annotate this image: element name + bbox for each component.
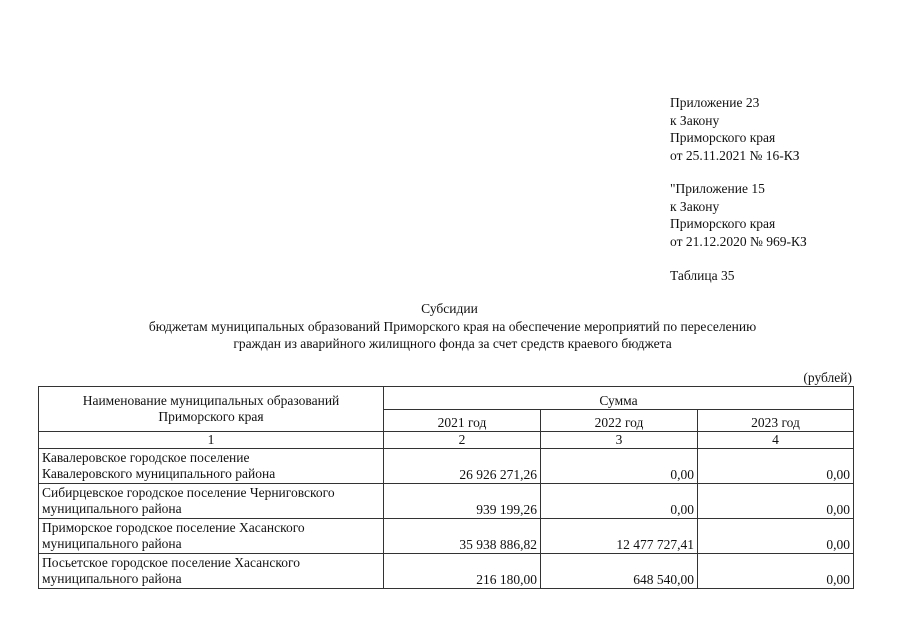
table-row bbox=[39, 554, 854, 589]
column-number: 3 bbox=[541, 432, 698, 449]
table-row bbox=[39, 484, 854, 519]
municipality-name-line: Кавалеровское городское поселение bbox=[42, 450, 250, 465]
municipality-name-line: муниципального района bbox=[42, 501, 182, 516]
header-municipality-line: Наименование муниципальных образований bbox=[82, 393, 340, 408]
municipality-name-line: муниципального района bbox=[42, 536, 182, 551]
subsidy-table bbox=[38, 386, 854, 589]
municipality-name-line: Кавалеровского муниципального района bbox=[42, 466, 276, 481]
amount-2021: 216 180,00 bbox=[384, 554, 541, 589]
table-number: Таблица 35 bbox=[670, 268, 735, 283]
units-label: (рублей) bbox=[803, 370, 852, 385]
column-number: 4 bbox=[698, 432, 854, 449]
appendix-line: к Закону bbox=[670, 112, 720, 128]
municipality-name-line: Сибирцевское городское поселение Черниговского bbox=[42, 485, 335, 500]
amount-2021: 35 938 886,82 bbox=[384, 519, 541, 554]
column-number: 1 bbox=[39, 432, 384, 449]
municipality-name bbox=[39, 484, 384, 519]
municipality-name bbox=[39, 449, 384, 484]
table-row bbox=[39, 449, 854, 484]
table-row bbox=[39, 519, 854, 554]
amount-2022: 12 477 727,41 bbox=[541, 519, 698, 554]
document-subtitle-line-1: бюджетам муниципальных образований Приморского края на обеспечение мероприятий по переселению bbox=[148, 319, 757, 334]
column-number: 2 bbox=[384, 432, 541, 449]
document-title: Субсидии bbox=[421, 301, 478, 316]
amount-2023: 0,00 bbox=[698, 484, 854, 519]
amount-2021: 26 926 271,26 bbox=[384, 449, 541, 484]
municipality-name bbox=[39, 554, 384, 589]
amount-2021: 939 199,26 bbox=[384, 484, 541, 519]
municipality-name-line: Посьетское городское поселение Хасанского bbox=[42, 555, 300, 570]
municipality-name-line: Приморское городское поселение Хасанского bbox=[42, 520, 305, 535]
appendix-original-block bbox=[670, 180, 807, 250]
municipality-name-line: муниципального района bbox=[42, 571, 182, 586]
municipality-name bbox=[39, 519, 384, 554]
header-sum: Сумма bbox=[384, 387, 854, 410]
header-year-2023: 2023 год bbox=[698, 409, 854, 432]
appendix-line: Приложение 23 bbox=[670, 95, 760, 110]
appendix-line: Приморского края bbox=[670, 130, 776, 145]
amount-2022: 0,00 bbox=[541, 449, 698, 484]
appendix-line: к Закону bbox=[670, 198, 720, 214]
amount-2022: 648 540,00 bbox=[541, 554, 698, 589]
amount-2023: 0,00 bbox=[698, 449, 854, 484]
header-municipality-line: Приморского края bbox=[158, 409, 264, 424]
appendix-line: Приморского края bbox=[670, 216, 776, 231]
amount-2023: 0,00 bbox=[698, 519, 854, 554]
header-year-2021: 2021 год bbox=[384, 409, 541, 432]
appendix-line: от 21.12.2020 № 969-КЗ bbox=[670, 233, 807, 249]
amount-2023: 0,00 bbox=[698, 554, 854, 589]
amount-2022: 0,00 bbox=[541, 484, 698, 519]
appendix-line: "Приложение 15 bbox=[670, 181, 765, 196]
appendix-current-block bbox=[670, 94, 800, 164]
header-municipality bbox=[39, 387, 384, 432]
document-subtitle-line-2: граждан из аварийного жилищного фонда за счет средств краевого бюджета bbox=[233, 336, 672, 351]
header-year-2022: 2022 год bbox=[541, 409, 698, 432]
appendix-line: от 25.11.2021 № 16-КЗ bbox=[670, 147, 800, 163]
